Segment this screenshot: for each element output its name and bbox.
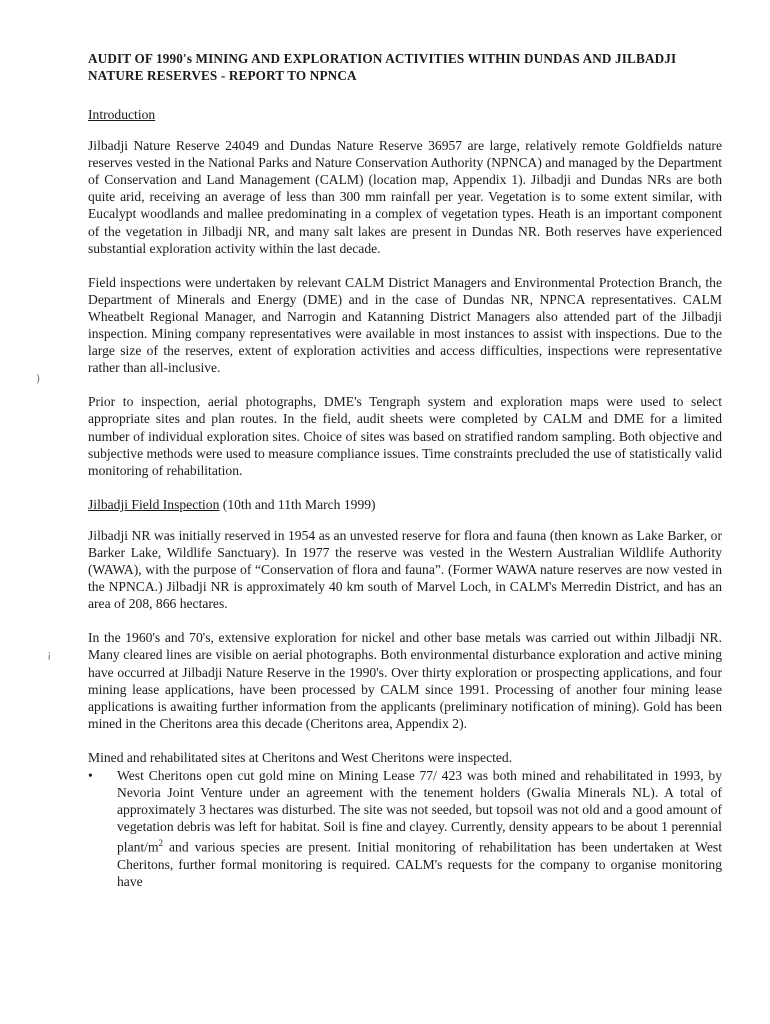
jilbadji-heading-text: Jilbadji Field Inspection [88,496,220,512]
intro-paragraph-1: Jilbadji Nature Reserve 24049 and Dundas Nature Reserve 36957 are large, relatively remote Goldfields nature reserves vested in the National Parks and Nature Conservation Authority (NPNCA) and managed by the Department of Conservation and Land Management (CALM) (location map, Appendix 1). Jilbadji and Dundas NRs are both quite arid, receiving an average of less than 300 mm rainfall per year. Vegetation is to some extent similar, with Eucalypt woodlands and mallee predominating in a complex of vegetation types. Heath is an important component of the vegetation in Jilbadji NR, and many salt lakes are present in Dundas NR. Both reserves have experienced substantial exploration activity within the last decade. [88,138,722,256]
bullet-text-before: West Cheritons open cut gold mine on Mining Lease 77/ 423 was both mined and rehabilitated in 1993, by Nevoria Joint Venture under an agreement with the tenement holders (Gwalia Minerals NL). A total of approximately 3 hectares was disturbed. The site was not seeded, but topsoil was not old and a good amount of vegetation debris was left for habitat. Soil is fine and clayey. Currently, density appears to be about 1 perennial plant/m [117,768,722,855]
bullet-intro: Mined and rehabilitated sites at Cheritons and West Cheritons were inspected. [88,749,513,765]
document-page [88,50,722,890]
bullet-superscript: 2 [158,838,164,849]
bullet-text-after: and various species are present. Initial monitoring of rehabilitation has been undertaken at West Cheritons, further formal monitoring is required. CALM's requests for the company to organise monitoring have [117,839,722,890]
document-title: AUDIT OF 1990's MINING AND EXPLORATION ACTIVITIES WITHIN DUNDAS AND JILBADJI NATURE RESERVES - REPORT TO NPNCA [88,51,677,83]
jilbadji-paragraph-2: In the 1960's and 70's, extensive exploration for nickel and other base metals was carried out within Jilbadji NR. Many cleared lines are visible on aerial photographs. Both environmental disturbance exploration and active mining have occurred at Jilbadji Nature Reserve in the 1990's. Over thirty exploration or prospecting applications, and four mining lease applications, have been processed by CALM since 1991. Processing of another four mining lease applications is awaiting further information from the applicants (preliminary notification of mining). Gold has been mined in the Cheritons area this decade (Cheritons area, Appendix 2). [88,630,722,731]
bullet-icon: • [88,768,93,783]
section-heading-introduction: Introduction [88,107,156,122]
bullet-list [88,767,722,890]
list-item [88,767,722,890]
intro-paragraph-2: Field inspections were undertaken by relevant CALM District Managers and Environmental Protection Branch, the Department of Minerals and Energy (DME) and in the case of Dundas NR, NPNCA representatives. CALM Wheatbelt Regional Manager, and Narrogin and Katanning District Managers also attended part of the Jilbadji inspection. Mining company representatives were available in most instances to assist with inspections. Due to the large size of the reserves, extent of exploration activities and access difficulties, inspections were representative rather than all-inclusive. [88,274,722,376]
jilbadji-paragraph-1: Jilbadji NR was initially reserved in 1954 as an unvested reserve for flora and fauna (then known as Lake Barker, or Barker Lake, Wildlife Sanctuary). In 1977 the reserve was vested in the Western Australian Wildlife Authority (WAWA), with the purpose of “Conservation of flora and fauna”. (Former WAWA nature reserves are now vested in the NPNCA.) Jilbadji NR is approximately 40 km south of Marvel Loch, in CALM's Merredin District, and has an area of 208, 866 hectares. [88,527,722,612]
scan-margin-mark-icon: ¡ [47,648,52,661]
intro-paragraph-3: Prior to inspection, aerial photographs, DME's Tengraph system and exploration maps were used to select appropriate sites and plan routes. In the field, audit sheets were completed by CALM and DME for a limited number of individual exploration sites. Choice of sites was based on stratified random sampling. Both objective and subjective methods were used to measure compliance issues. Time constraints precluded the use of statistically valid monitoring of rehabilitation. [88,394,722,478]
scan-margin-mark-icon: ) [36,372,41,385]
section-heading-jilbadji [88,496,722,513]
jilbadji-heading-dates: (10th and 11th March 1999) [219,496,376,512]
